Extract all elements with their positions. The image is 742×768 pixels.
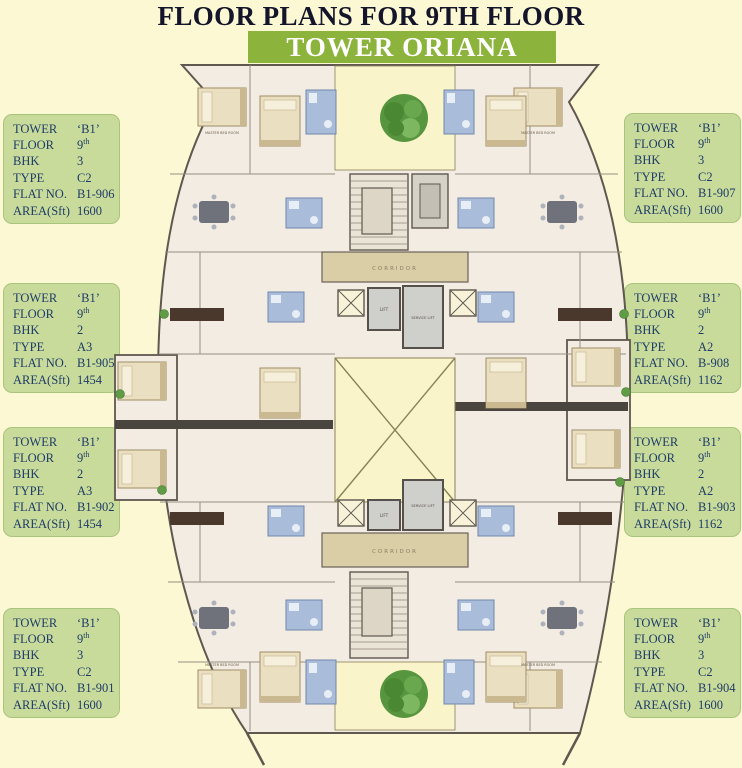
flat-no-label: FLAT NO.	[634, 186, 688, 201]
page-title: FLOOR PLANS FOR 9TH FLOOR	[157, 1, 585, 31]
flat-no-value: B1-907	[698, 186, 736, 201]
type-label: TYPE	[634, 169, 666, 184]
flat-no-value: B1-903	[698, 500, 736, 515]
tree-icon	[380, 94, 428, 142]
info-box-b1-906	[3, 114, 120, 224]
bhk-label: BHK	[634, 323, 661, 338]
floor-label: FLOOR	[634, 451, 675, 466]
area-label: AREA(Sft)	[634, 372, 691, 387]
floor-label: FLOOR	[634, 137, 675, 152]
area-label: AREA(Sft)	[13, 697, 70, 712]
area-label: AREA(Sft)	[634, 202, 691, 217]
bed	[486, 96, 526, 146]
tower-label: TOWER	[13, 434, 58, 449]
floor-label: FLOOR	[13, 451, 54, 466]
plant-icon	[620, 310, 629, 319]
shaft-x-box	[450, 290, 476, 316]
svg-text:LIFT: LIFT	[379, 307, 389, 312]
bathroom-block	[444, 660, 474, 704]
bed	[118, 362, 166, 400]
bathroom-block	[478, 506, 514, 536]
room-label: MASTER BED ROOM	[205, 131, 239, 135]
bhk-label: BHK	[634, 153, 661, 168]
svg-text:SERVICE LIFT: SERVICE LIFT	[411, 316, 435, 320]
bathroom-block	[286, 198, 322, 228]
top-lift	[368, 288, 400, 330]
bottom-corridor-label: CORRIDOR	[372, 549, 418, 555]
flat-no-label: FLAT NO.	[634, 500, 688, 515]
bed	[118, 450, 166, 488]
floor-value: 9th	[698, 449, 711, 466]
svg-text:LIFT: LIFT	[379, 513, 389, 518]
bathroom-block	[458, 198, 494, 228]
type-label: TYPE	[13, 170, 45, 185]
kitchen-counter	[558, 308, 612, 321]
area-value: 1600	[698, 697, 723, 712]
info-box-b1-905	[3, 283, 120, 393]
floor-value: 9th	[77, 449, 90, 466]
svg-text:SERVICE LIFT: SERVICE LIFT	[411, 504, 435, 508]
info-box-b-908	[624, 283, 741, 393]
bhk-value: 2	[77, 467, 84, 482]
flat-no-label: FLAT NO.	[13, 187, 67, 202]
floor-value: 9th	[77, 136, 90, 153]
flat-no-value: B1-904	[698, 681, 736, 696]
bed	[260, 652, 300, 702]
bed	[198, 670, 246, 708]
type-value: A2	[698, 339, 714, 354]
flat-no-label: FLAT NO.	[634, 681, 688, 696]
bathroom-block	[306, 90, 336, 134]
room-label: MASTER BED ROOM	[205, 663, 239, 667]
bed	[572, 348, 620, 386]
tower-label: TOWER	[13, 290, 58, 305]
area-label: AREA(Sft)	[13, 203, 70, 218]
area-label: AREA(Sft)	[634, 516, 691, 531]
plant-icon	[158, 486, 167, 495]
area-label: AREA(Sft)	[634, 697, 691, 712]
bhk-label: BHK	[634, 467, 661, 482]
floor-value: 9th	[77, 630, 90, 647]
tower-label: TOWER	[13, 615, 58, 630]
floor-label: FLOOR	[634, 632, 675, 647]
floor-value: 9th	[698, 135, 711, 152]
kitchen-counter	[170, 512, 224, 525]
type-value: C2	[698, 169, 713, 184]
tower-label: TOWER	[634, 615, 679, 630]
tower-value: ‘B1’	[77, 121, 100, 136]
bhk-value: 3	[698, 648, 705, 663]
floor-label: FLOOR	[634, 307, 675, 322]
type-value: A2	[698, 483, 714, 498]
floor-label: FLOOR	[13, 632, 54, 647]
bottom-staircase	[350, 572, 408, 658]
tower-label: TOWER	[634, 120, 679, 135]
mid-wall-right	[455, 402, 628, 411]
info-box-b1-901	[3, 608, 120, 718]
bhk-label: BHK	[13, 323, 40, 338]
bed	[260, 368, 300, 418]
bhk-value: 2	[77, 323, 84, 338]
tower-value: ‘B1’	[698, 615, 721, 630]
bhk-value: 3	[77, 648, 84, 663]
type-value: A3	[77, 339, 93, 354]
hull-leg-lines	[247, 733, 580, 765]
tower-value: ‘B1’	[77, 290, 100, 305]
plant-icon	[616, 478, 625, 487]
flat-no-value: B1-905	[77, 356, 115, 371]
type-label: TYPE	[13, 339, 45, 354]
top-corridor-label: CORRIDOR	[372, 266, 418, 272]
type-value: C2	[77, 170, 92, 185]
bathroom-block	[306, 660, 336, 704]
type-label: TYPE	[634, 339, 666, 354]
bed	[198, 88, 246, 126]
bhk-label: BHK	[13, 648, 40, 663]
flat-no-value: B1-906	[77, 187, 115, 202]
room-label: MASTER BED ROOM	[521, 663, 555, 667]
tower-value: ‘B1’	[698, 434, 721, 449]
flat-no-label: FLAT NO.	[634, 356, 688, 371]
area-value: 1162	[698, 372, 723, 387]
floor-label: FLOOR	[13, 307, 54, 322]
flat-no-label: FLAT NO.	[13, 356, 67, 371]
kitchen-counter	[558, 512, 612, 525]
area-value: 1600	[77, 697, 102, 712]
tower-value: ‘B1’	[698, 120, 721, 135]
flat-no-value: B1-902	[77, 500, 115, 515]
kitchen-counter	[170, 308, 224, 321]
plant-icon	[160, 310, 169, 319]
floor-value: 9th	[698, 630, 711, 647]
area-label: AREA(Sft)	[13, 372, 70, 387]
floor-plan	[110, 62, 634, 768]
bhk-value: 2	[698, 467, 705, 482]
bhk-value: 3	[698, 153, 705, 168]
mid-wall-left	[115, 420, 333, 429]
bed	[260, 96, 300, 146]
bed	[572, 430, 620, 468]
bhk-label: BHK	[634, 648, 661, 663]
bathroom-block	[286, 600, 322, 630]
bottom-lift	[368, 500, 400, 530]
shaft-x-box	[338, 290, 364, 316]
bathroom-block	[458, 600, 494, 630]
area-value: 1454	[77, 372, 102, 387]
top-staircase	[350, 174, 408, 250]
area-value: 1600	[77, 203, 102, 218]
bhk-label: BHK	[13, 467, 40, 482]
shaft-x-box	[338, 500, 364, 526]
type-value: C2	[77, 664, 92, 679]
type-label: TYPE	[13, 664, 45, 679]
room-label: MASTER BED ROOM	[521, 131, 555, 135]
bhk-value: 2	[698, 323, 705, 338]
flat-no-label: FLAT NO.	[13, 500, 67, 515]
tower-label: TOWER	[13, 121, 58, 136]
tower-value: ‘B1’	[77, 615, 100, 630]
info-box-b1-903	[624, 427, 741, 537]
bathroom-block	[268, 506, 304, 536]
tower-label: TOWER	[634, 290, 679, 305]
type-value: A3	[77, 483, 93, 498]
floor-value: 9th	[77, 305, 90, 322]
info-box-b1-907	[624, 113, 741, 223]
type-label: TYPE	[634, 483, 666, 498]
tree-icon	[380, 670, 428, 718]
info-box-b1-904	[624, 608, 741, 718]
flat-no-value: B1-901	[77, 681, 115, 696]
floor-value: 9th	[698, 305, 711, 322]
type-value: C2	[698, 664, 713, 679]
area-value: 1600	[698, 202, 723, 217]
bathroom-block	[268, 292, 304, 322]
top-service-lift	[403, 286, 443, 348]
tower-name-banner: TOWER ORIANA	[248, 31, 556, 63]
bhk-label: BHK	[13, 154, 40, 169]
floor-label: FLOOR	[13, 138, 54, 153]
bathroom-block	[478, 292, 514, 322]
bathroom-block	[444, 90, 474, 134]
type-label: TYPE	[13, 483, 45, 498]
tower-value: ‘B1’	[698, 290, 721, 305]
bottom-service-lift	[403, 480, 443, 530]
tower-label: TOWER	[634, 434, 679, 449]
shaft-x-box	[450, 500, 476, 526]
area-label: AREA(Sft)	[13, 516, 70, 531]
plant-icon	[622, 388, 631, 397]
flat-no-label: FLAT NO.	[13, 681, 67, 696]
bhk-value: 3	[77, 154, 84, 169]
info-box-b1-902	[3, 427, 120, 537]
plant-icon	[116, 390, 125, 399]
area-value: 1162	[698, 516, 723, 531]
tower-value: ‘B1’	[77, 434, 100, 449]
area-value: 1454	[77, 516, 102, 531]
type-label: TYPE	[634, 664, 666, 679]
bed	[486, 652, 526, 702]
top-elevator-car	[420, 184, 440, 218]
flat-no-value: B-908	[698, 356, 730, 371]
bed	[486, 358, 526, 408]
